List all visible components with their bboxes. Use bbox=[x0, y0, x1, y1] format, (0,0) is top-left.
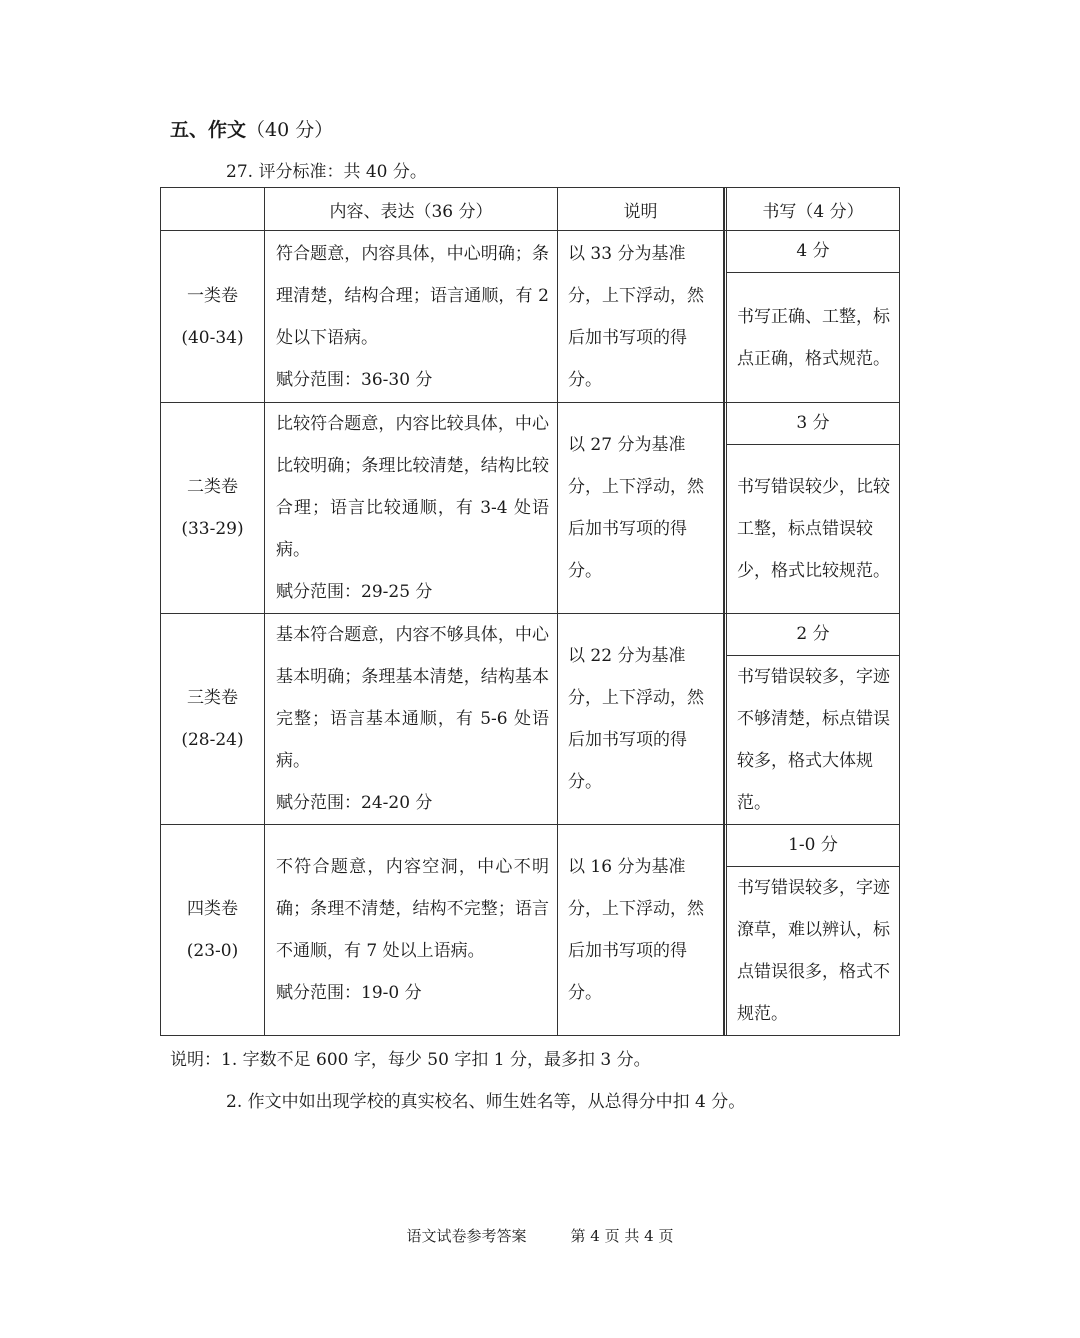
notes-section bbox=[170, 1046, 746, 1112]
note-cell: 以 22 分为基准分，上下浮动，然后加书写项的得分。 bbox=[558, 614, 724, 825]
category-cell bbox=[161, 231, 265, 403]
category-name: 一类卷 bbox=[187, 285, 238, 306]
table-header-row bbox=[161, 188, 900, 231]
writing-score: 4 分 bbox=[727, 231, 899, 273]
category-cell bbox=[161, 403, 265, 614]
writing-score: 2 分 bbox=[727, 614, 899, 656]
footer-doc-name: 语文试卷参考答案 bbox=[406, 1227, 527, 1245]
content-criteria: 比较符合题意，内容比较具体，中心比较明确；条理比较清楚，结构比较合理；语言比较通顺，有 3-4 处语病。 bbox=[276, 414, 549, 560]
category-name: 三类卷 bbox=[187, 688, 238, 708]
writing-cell bbox=[724, 825, 900, 1036]
section-heading bbox=[170, 116, 333, 144]
header-writing-cell bbox=[724, 188, 900, 231]
category-range: (33-29) bbox=[181, 519, 244, 539]
grading-table bbox=[160, 187, 899, 1033]
writing-score: 3 分 bbox=[727, 403, 899, 445]
category-range: (23-0) bbox=[186, 941, 239, 961]
question-label: 27. 评分标准：共 40 分。 bbox=[226, 162, 427, 182]
page-footer bbox=[0, 1225, 1080, 1247]
table-row bbox=[161, 614, 900, 825]
category-cell bbox=[161, 825, 265, 1036]
score-range: 赋分范围：19-0 分 bbox=[276, 983, 422, 1003]
writing-description: 书写错误较多，字迹不够清楚，标点错误较多，格式大体规范。 bbox=[737, 667, 890, 813]
note-cell: 以 33 分为基准分，上下浮动，然后加书写项的得分。 bbox=[558, 231, 724, 403]
writing-cell bbox=[724, 403, 900, 614]
section-title: 五、作文 bbox=[170, 119, 247, 141]
note-line-2: 2. 作文中如出现学校的真实校名、师生姓名等，从总得分中扣 4 分。 bbox=[226, 1092, 746, 1112]
table-row bbox=[161, 231, 900, 403]
section-points: （40 分） bbox=[246, 119, 334, 141]
content-cell bbox=[265, 825, 558, 1036]
writing-description: 书写错误较少，比较工整，标点错误较少，格式比较规范。 bbox=[737, 477, 890, 581]
content-cell bbox=[265, 614, 558, 825]
table-row bbox=[161, 825, 900, 1036]
score-range: 赋分范围：29-25 分 bbox=[276, 582, 433, 602]
score-range: 赋分范围：36-30 分 bbox=[276, 369, 433, 390]
writing-score: 1-0 分 bbox=[727, 825, 899, 867]
category-range: (40-34) bbox=[181, 327, 244, 348]
category-name: 二类卷 bbox=[187, 477, 238, 497]
header-content: 内容、表达（36 分） bbox=[265, 188, 558, 231]
content-criteria: 基本符合题意，内容不够具体，中心基本明确；条理基本清楚，结构基本完整；语言基本通顺，有 5-6 处语病。 bbox=[276, 625, 549, 771]
note-cell: 以 27 分为基准分，上下浮动，然后加书写项的得分。 bbox=[558, 403, 724, 614]
content-criteria: 符合题意，内容具体，中心明确；条理清楚，结构合理；语言通顺，有 2 处以下语病。 bbox=[276, 243, 549, 348]
header-empty bbox=[161, 188, 265, 231]
content-cell bbox=[265, 231, 558, 403]
content-cell bbox=[265, 403, 558, 614]
category-range: (28-24) bbox=[181, 730, 244, 750]
category-name: 四类卷 bbox=[187, 899, 238, 919]
score-range: 赋分范围：24-20 分 bbox=[276, 793, 433, 813]
content-criteria: 不符合题意，内容空洞，中心不明确；条理不清楚，结构不完整；语言不通顺，有 7 处以上语病。 bbox=[276, 857, 549, 961]
note-cell: 以 16 分为基准分，上下浮动，然后加书写项的得分。 bbox=[558, 825, 724, 1036]
writing-cell bbox=[724, 231, 900, 403]
writing-cell bbox=[724, 614, 900, 825]
writing-description: 书写正确、工整，标点正确，格式规范。 bbox=[737, 306, 890, 369]
writing-description: 书写错误较多，字迹潦草，难以辨认，标点错误很多，格式不规范。 bbox=[737, 878, 890, 1024]
category-cell bbox=[161, 614, 265, 825]
header-note: 说明 bbox=[558, 188, 724, 231]
header-writing: 书写（4 分） bbox=[724, 188, 899, 230]
footer-page-number: 第 4 页 共 4 页 bbox=[570, 1227, 674, 1245]
table-row bbox=[161, 403, 900, 614]
note-line-1: 说明：1. 字数不足 600 字，每少 50 字扣 1 分，最多扣 3 分。 bbox=[170, 1050, 651, 1070]
